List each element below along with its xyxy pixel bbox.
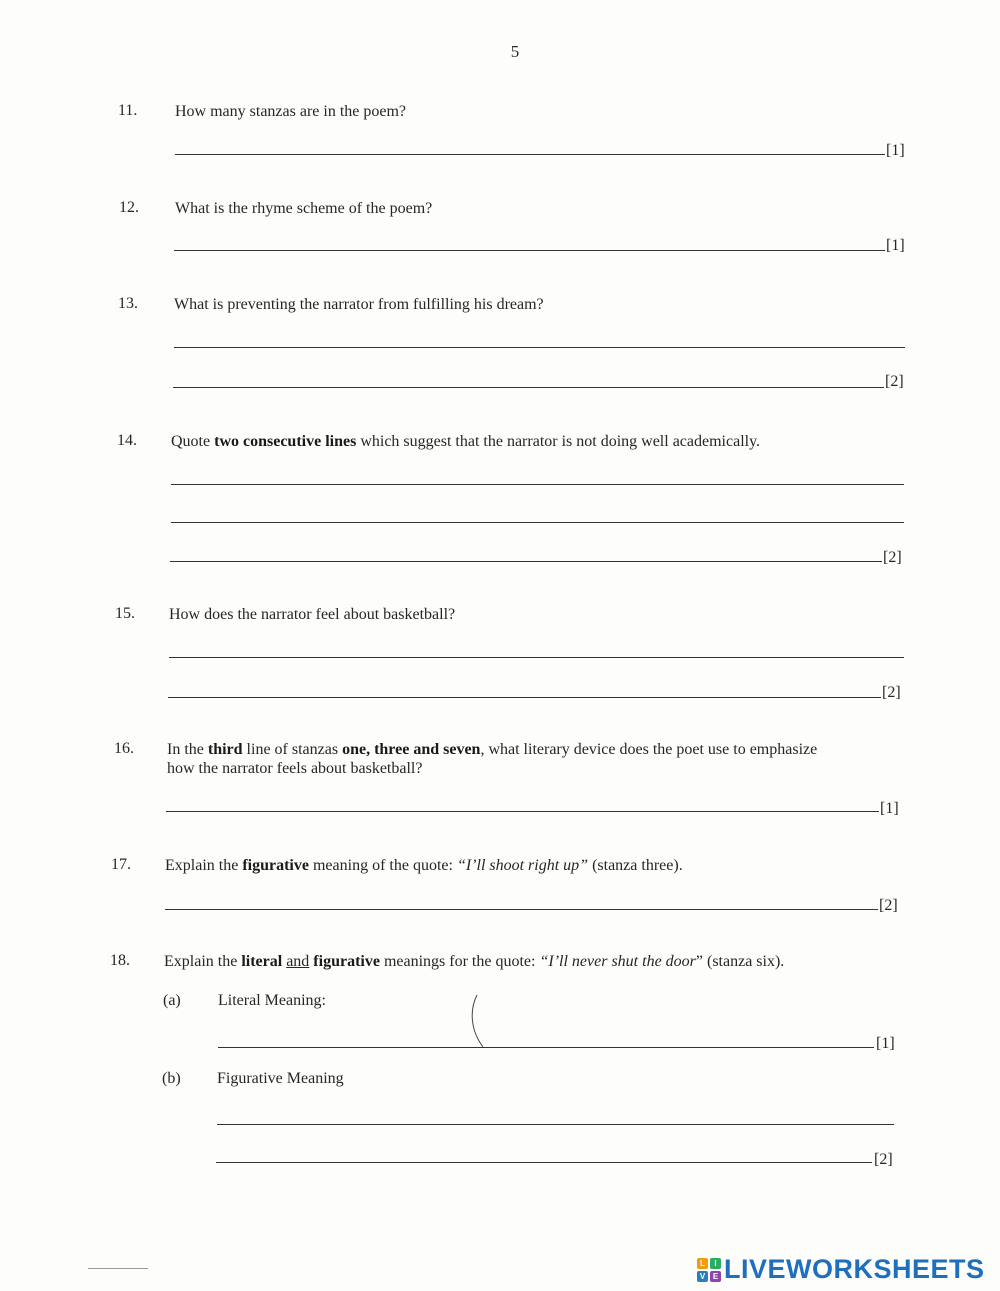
logo-letter: L <box>697 1258 708 1269</box>
question-text: Explain the literal and figurative meanings for the quote: “I’ll never shut the door” (stanza six). <box>164 953 785 970</box>
question-number: 11. <box>118 102 138 119</box>
mark-label: [2] <box>879 897 898 914</box>
answer-line[interactable] <box>218 1047 874 1048</box>
brand-name: LIVEWORKSHEETS <box>724 1254 985 1284</box>
answer-line[interactable] <box>171 522 904 523</box>
sub-question-label: (b) <box>162 1070 181 1087</box>
question-number: 17. <box>111 856 131 873</box>
logo-letter: I <box>710 1258 721 1269</box>
answer-line[interactable] <box>166 811 879 812</box>
mark-label: [2] <box>885 373 904 390</box>
question-text: Explain the figurative meaning of the quote: “I’ll shoot right up” (stanza three). <box>165 857 683 874</box>
answer-line[interactable] <box>174 347 905 348</box>
liveworksheets-icon <box>697 1258 721 1282</box>
footer-divider <box>88 1268 148 1269</box>
question-number: 13. <box>118 295 138 312</box>
answer-line[interactable] <box>168 697 881 698</box>
page-number: 5 <box>510 42 520 61</box>
mark-label: [1] <box>886 142 905 159</box>
sub-question-text: Figurative Meaning <box>217 1070 344 1087</box>
answer-line[interactable] <box>173 387 884 388</box>
question-number: 15. <box>115 605 135 622</box>
question-text: What is preventing the narrator from fulfilling his dream? <box>174 296 544 313</box>
question-number: 18. <box>110 952 130 969</box>
question-text: How many stanzas are in the poem? <box>175 103 407 120</box>
answer-line[interactable] <box>170 561 882 562</box>
question-text: What is the rhyme scheme of the poem? <box>175 200 433 217</box>
mark-label: [1] <box>876 1035 895 1052</box>
answer-line[interactable] <box>216 1162 872 1163</box>
mark-label: [2] <box>882 684 901 701</box>
answer-line[interactable] <box>217 1124 894 1125</box>
answer-line[interactable] <box>174 250 885 251</box>
liveworksheets-logo[interactable] <box>697 1254 985 1285</box>
mark-label: [1] <box>886 237 905 254</box>
mark-label: [2] <box>883 549 902 566</box>
question-text: In the third line of stanzas one, three and seven, what literary device does the poet use to emphasize how the narrator feels about basketball? <box>167 741 818 777</box>
question-text: How does the narrator feel about basketball? <box>169 606 456 623</box>
question-number: 16. <box>114 740 134 757</box>
answer-line[interactable] <box>169 657 904 658</box>
answer-line[interactable] <box>175 154 885 155</box>
sub-question-label: (a) <box>163 992 181 1009</box>
question-number: 12. <box>119 199 139 216</box>
answer-line[interactable] <box>165 909 878 910</box>
question-text: Quote two consecutive lines which suggest that the narrator is not doing well academically. <box>171 433 761 450</box>
pen-mark <box>465 993 495 1053</box>
answer-line[interactable] <box>171 484 904 485</box>
mark-label: [1] <box>880 800 899 817</box>
question-number: 14. <box>117 432 137 449</box>
logo-letter: V <box>697 1271 708 1282</box>
mark-label: [2] <box>874 1151 893 1168</box>
sub-question-text: Literal Meaning: <box>218 992 326 1009</box>
logo-letter: E <box>710 1271 721 1282</box>
